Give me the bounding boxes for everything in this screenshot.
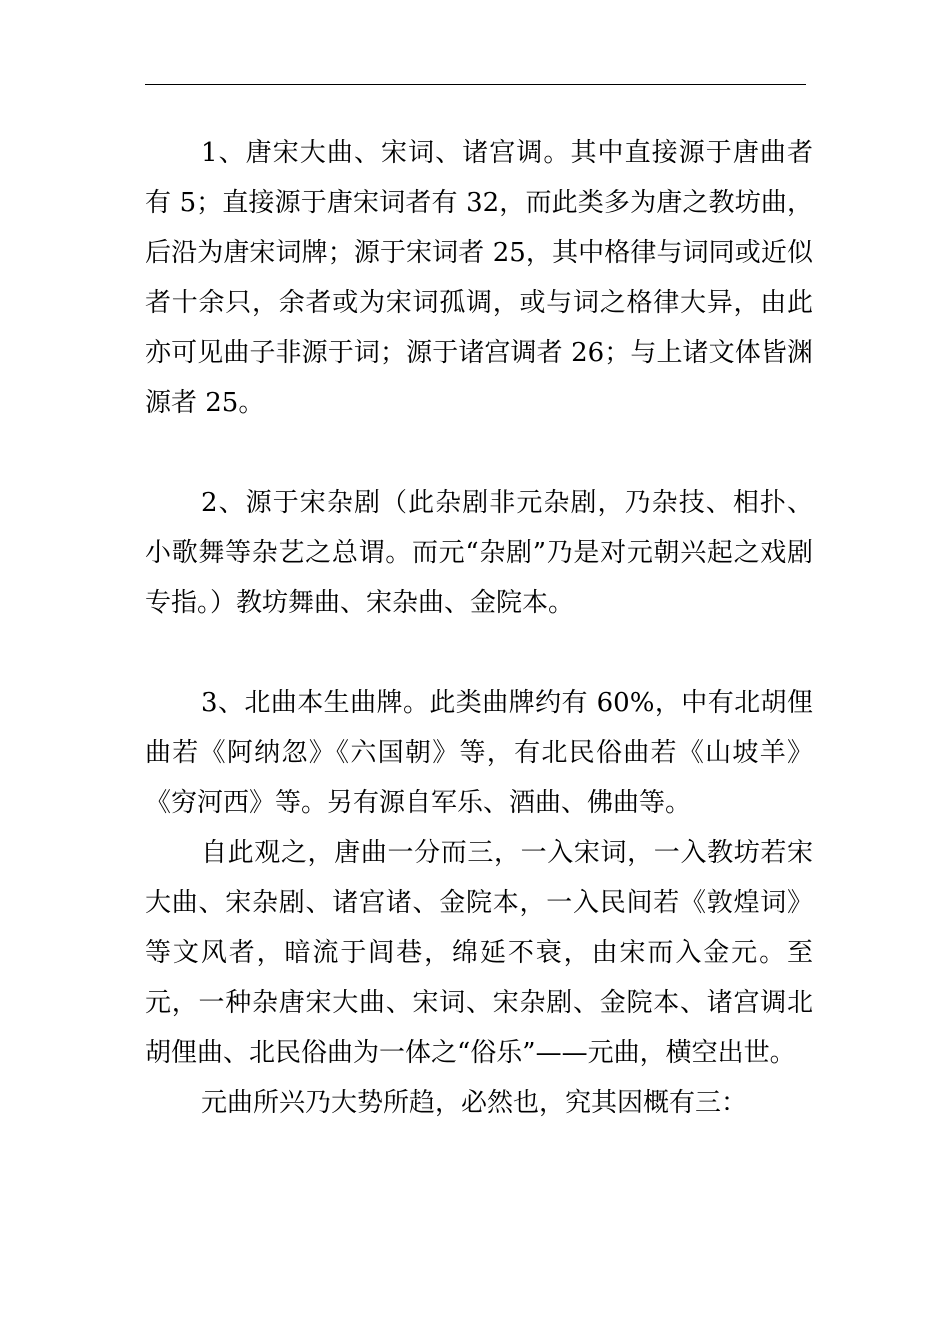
paragraph-5: 元曲所兴乃大势所趋，必然也，究其因概有三： (201, 1088, 748, 1118)
paragraph-spacer (145, 628, 813, 678)
header-rule (145, 84, 806, 85)
paragraph-2: 2、源于宋杂剧（此杂剧非元杂剧，乃杂技、相扑、小歌舞等杂艺之总谓。而元“杂剧”乃是对元朝兴起之戏剧专指。）教坊舞曲、宋杂曲、金院本。 (145, 488, 813, 618)
paragraph-spacer (145, 428, 813, 478)
document-body (145, 128, 813, 1128)
paragraph-1: 1、唐宋大曲、宋词、诸宫调。其中直接源于唐曲者有 5；直接源于唐宋词者有 32，而此类多为唐之教坊曲，后沿为唐宋词牌；源于宋词者 25，其中格律与词同或近似者十余只，余者或为宋词孤调，或与词之格律大异，由此亦可见曲子非源于词；源于诸宫调者 26；与上诸文体皆渊源者 25。 (145, 138, 813, 418)
paragraph-4: 自此观之，唐曲一分而三，一入宋词，一入教坊若宋大曲、宋杂剧、诸宫诸、金院本，一入民间若《敦煌词》等文风者，暗流于闾巷，绵延不衰，由宋而入金元。至元，一种杂唐宋大曲、宋词、宋杂剧、金院本、诸宫调北胡俚曲、北民俗曲为一体之“俗乐”——元曲，横空出世。 (145, 838, 813, 1068)
paragraph-3: 3、北曲本生曲牌。此类曲牌约有 60%，中有北胡俚曲若《阿纳忽》《六国朝》等，有北民俗曲若《山坡羊》《穷河西》等。另有源自军乐、酒曲、佛曲等。 (145, 688, 813, 818)
